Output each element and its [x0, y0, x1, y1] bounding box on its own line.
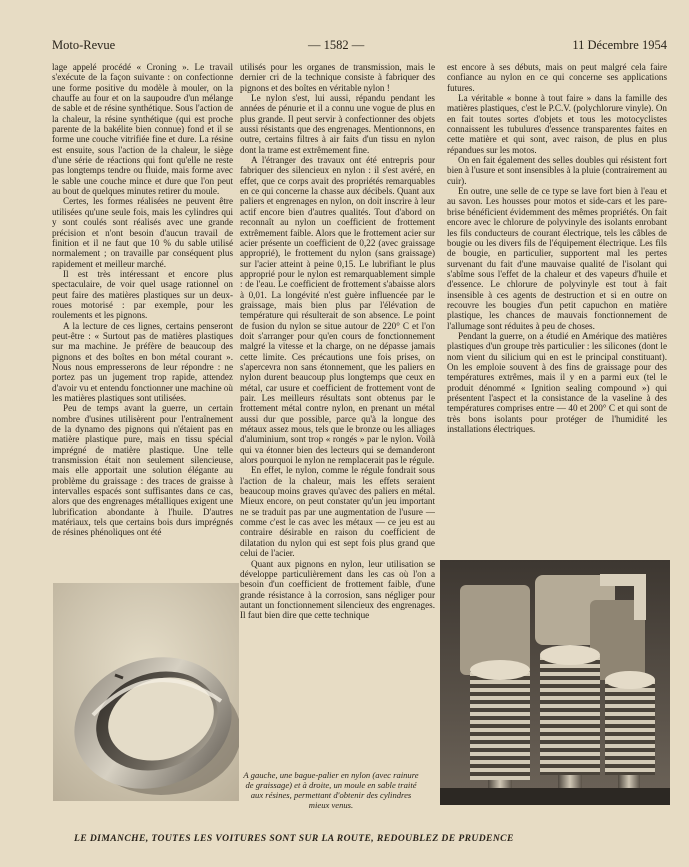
paragraph: Il est très intéressant et encore plus spectaculaire, de voir quel usage rationnel on peut faire des matières plastiques sur un deux-roues motorisé : par exemple, pour les roulements et les pignons.	[52, 268, 233, 321]
nylon-bearing-ring-photo	[53, 583, 239, 801]
nylon-bearing-ring-image	[53, 583, 239, 801]
resin-sand-mould-cylinder-photo	[440, 560, 670, 805]
photo-caption: A gauche, une bague-palier en nylon (avec rainure de graissage) et à droite, un moule en sable traité aux résines, permettant d'obtenir des cylindres mieux venus.	[243, 770, 419, 810]
paragraph: Peu de temps avant la guerre, un certain nombre d'usines utilisèrent pour l'entraînement de la dynamo des pignons qui n'étaient pas en matière plastique pure, mais en tissu spécial imprégné de matière plastique. Une telle transmission était non seulement silencieuse, mais elle apportait une solution élégante au problème du graissage : des traces de graisse à intervalles espacés sont suffisantes dans ce cas, alors que des engrenages métalliques exigent une lubrification abondante à l'huile. D'autres matériaux, tels que certains bois durs imprégnés de résines phénoliques ont été	[52, 403, 233, 538]
paragraph: lage appelé procédé « Croning ». Le travail s'exécute de la façon suivante : on confectionne une forme positive du modèle à mouler, on la chauffe au four et on la saupoudre d'un mélange de sable et de résine synthétique. Sous l'action de la chaleur, la résine synthétique (qui est proche parente de la bakélite bien connue) fond et il se forme une couche vitrifiée fine et dure. La résine est ensuite, sous l'action de la chaleur, le siège d'une série de réactions qui font qu'elle ne reste pas longtemps tendre ou fluide, mais forme avec le sable une couche mince et dure que l'on peut au bout de quelques minutes retirer du moule.	[52, 62, 233, 197]
page-number: — 1582 —	[308, 38, 365, 52]
page-header	[52, 38, 667, 56]
issue-date: 11 Décembre 1954	[572, 38, 667, 52]
magazine-title: Moto-Revue	[52, 38, 116, 52]
paragraph: Quant aux pignons en nylon, leur utilisation se développe particulièrement dans les cas où l'on a besoin d'un coefficient de frottement faible, d'une grande résistance à la corrosion, sans négliger pour autant un fonctionnement silencieux des engrenages. Il faut bien dire que cette technique	[240, 558, 435, 621]
paragraph: Pendant la guerre, on a étudié en Amérique des matières plastiques d'un groupe très particulier : les silicones (dont le nom vient du silicium qui en est le principal constituant). On les emploie souvent à des fins de graissage pour des températures extrêmes, mais il y en a parmi eux (tel le produit dénommé « Ignition sealing compound ») qui présentent l'aspect et la consistance de la vaseline à des températures comprises entre — 40 et 200° C et qui sont de très bons isolants pour protéger de l'humidité les installations électriques.	[447, 330, 667, 435]
paragraph: La véritable « bonne à tout faire » dans la famille des matières plastiques, c'est le P.C.V. (polychlorure vinyle). On en fait toutes sortes d'objets et tous les motocyclistes connaissent les tubulures d'essence transparentes faites en cette matière et qui sont, avec raison, de plus en plus répandues sur les motos.	[447, 93, 667, 155]
paragraph: En outre, une selle de ce type se lave fort bien à l'eau et au savon. Les housses pour motos et side-cars et les pare-brise bénéficient évidemment des mêmes propriétés. On fait encore avec le chlorure de polyvinyle des isolants enrobant les fils conducteurs de courant électrique, tels les câbles de bougie ou les divers fils de l'équipement électrique. Les fils de bougie, en particulier, supportent mal les pertes survenant du fait d'une mauvaise qualité de l'isolant qui s'abîme sous l'effet de la chaleur et des vapeurs d'huile et d'essence. Le chlorure de polyvinyle est tout à fait insensible à ces agents de destruction et si en outre on recouvre les bougies d'un petit capuchon en matière plastique, les chances de mauvais fonctionnement de l'allumage sont réduites à peu de choses.	[447, 186, 667, 331]
paragraph: est encore à ses débuts, mais on peut malgré cela faire confiance au nylon en ce qui concerne ses applications futures.	[447, 62, 667, 93]
text-column-2	[240, 62, 435, 840]
paragraph: A la lecture de ces lignes, certains penseront peut-être : « Surtout pas de matières plastiques sur ma machine. Je préfère de beaucoup des pignons et des boîtes en bon métal courant ». Nous nous empresserons de leur répondre : ne portez pas un jugement trop rapide, attendez d'avoir vu et entendu fonctionner une machine où les matières plastiques sont utilisées.	[52, 320, 233, 403]
paragraph: On en fait également des selles doubles qui résistent fort bien à l'usure et sont insensibles à la pluie (contrairement au cuir).	[447, 155, 667, 186]
text-column-1	[52, 62, 233, 580]
resin-sand-mould-cylinder-image	[440, 560, 670, 805]
text-column-3	[447, 62, 667, 562]
paragraph: Certes, les formes réalisées ne peuvent être utilisées qu'une seule fois, mais les cylindres qui y sont coulés sont réalisés avec une grande précision et n'ont besoin d'aucun travail de finition et il ne faut que 10 % du sable utilisé normalement ; on travaille par conséquent plus rapidement et meilleur marché.	[52, 196, 233, 269]
paragraph: En effet, le nylon, comme le régule fondrait sous l'action de la chaleur, mais les effets seraient beaucoup moins graves qu'avec des paliers en métal. Mieux encore, on peut constater qu'un jeu important ne se traduit pas par une augmentation de l'usure — comme c'est le cas avec les métaux — ce jeu est au contraire désirable en raison du coefficient de dilatation du nylon qui est sept fois plus grand que celui de l'acier.	[240, 465, 435, 559]
paragraph: A l'étranger des travaux ont été entrepris pour fabriquer des silencieux en nylon : il s'est avéré, en effet, que ce corps avait des propriétés remarquables en ce qui concerne la chasse aux décibels. Quant aux paliers et engrenages en nylon, on doit inscrire à leur actif encore bien d'autres qualités. Tout d'abord on reconnaît au nylon un coefficient de frottement extrêmement faible. Alors que le frottement acier sur acier présente un coefficient de 0,22 (avec graissage approprié), le frottement du nylon (sans graissage) sur l'acier atteint à peine 0,15. Le lubrifiant le plus approprié pour le nylon est remarquablement simple : de l'eau. Le coefficient de frottement s'abaisse alors à 0,01. La longévité n'est guère influencée par le graissage, mais bien plus par l'élévation de température qui résulterait de son absence. Le point de fusion du nylon se situe autour de 220° C et l'on doit s'arranger pour qu'en cours de fonctionnement malgré la vitesse et la charge, on ne dépasse jamais cette limite. Ces précautions une fois prises, on s'apercevra non sans étonnement, que les paliers en nylon durent beaucoup plus longtemps que ceux en métal, car usure et coefficient de frottement vont de pair. Les meilleurs résultats sont obtenus par le frottement métal contre nylon, en prenant un métal aussi dur que possible, parce qu'à la longue des métaux assez mous, tels que le bronze ou les alliages d'aluminium, sont trop « rongés » par le nylon. Voilà qui va étonner bien des lecteurs qui se demanderont alors pourquoi le nylon ne remplacerait pas le régule.	[240, 155, 435, 466]
paragraph: Le nylon s'est, lui aussi, répandu pendant les années de pénurie et il a connu une vogue de plus en plus grande. Il peut servir à confectionner des objets aussi résistants que des engrenages. Mentionnons, en outre, certains filtres à air faits d'un tissu en nylon dont la trame est extrêmement fine.	[240, 93, 435, 155]
paragraph: utilisés pour les organes de transmission, mais le dernier cri de la technique consiste à fabriquer des pignons et des boîtes en véritable nylon !	[240, 62, 435, 93]
footer-slogan: LE DIMANCHE, TOUTES LES VOITURES SONT SUR LA ROUTE, REDOUBLEZ DE PRUDENCE	[74, 833, 514, 844]
